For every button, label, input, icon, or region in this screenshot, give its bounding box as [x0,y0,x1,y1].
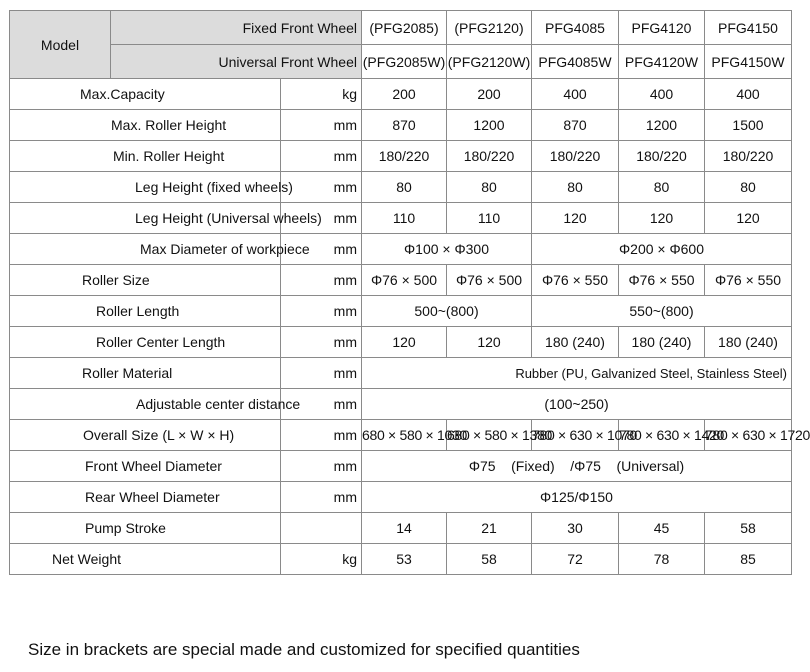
value-cell: Φ76 × 500 [362,265,447,296]
model-fixed-1: (PFG2085) [362,11,447,45]
value-cell: 53 [362,544,447,575]
value-cell: 180/220 [705,141,792,172]
value-cell: 780 × 630 × 1720 [705,420,792,451]
value-cell: 120 [619,203,705,234]
universal-front-wheel-label: Universal Front Wheel [111,45,362,79]
unit-label: mm [281,110,362,141]
param-label: Overall Size (L × W × H) [10,420,281,451]
value-cell: 780 × 630 × 1070 [532,420,619,451]
header-row-universal [10,45,792,79]
unit-label: mm [281,451,362,482]
value-cell: 80 [532,172,619,203]
row-overall-size [10,420,792,451]
value-cell: 21 [447,513,532,544]
value-cell: 180 (240) [619,327,705,358]
value-cell: 58 [447,544,532,575]
param-label: Roller Length [10,296,281,327]
row-net-weight [10,544,792,575]
model-universal-2: (PFG2120W) [447,45,532,79]
value-cell: Φ76 × 550 [705,265,792,296]
param-label: Adjustable center distance [10,389,281,420]
row-min-roller-height [10,141,792,172]
unit-label: mm [281,265,362,296]
unit-label: mm [281,234,362,265]
value-cell: 870 [532,110,619,141]
value-cell-merged: 500~(800) [362,296,532,327]
param-label: Net Weight [10,544,281,575]
unit-label: mm [281,203,362,234]
value-cell-merged: Φ100 × Φ300 [362,234,532,265]
row-roller-center-length [10,327,792,358]
value-cell-merged: Rubber (PU, Galvanized Steel, Stainless Steel) [362,358,792,389]
model-universal-5: PFG4150W [705,45,792,79]
model-fixed-3: PFG4085 [532,11,619,45]
value-cell: 45 [619,513,705,544]
value-cell: 870 [362,110,447,141]
row-front-wheel [10,451,792,482]
value-cell: Φ76 × 500 [447,265,532,296]
model-fixed-5: PFG4150 [705,11,792,45]
row-leg-height-fixed [10,172,792,203]
param-label: Rear Wheel Diameter [10,482,281,513]
value-cell: 200 [447,79,532,110]
value-cell: 180/220 [619,141,705,172]
value-cell: 400 [619,79,705,110]
value-cell: 30 [532,513,619,544]
value-cell: 78 [619,544,705,575]
param-label: Leg Height (fixed wheels) [10,172,281,203]
value-cell-merged: 550~(800) [532,296,792,327]
value-cell: 58 [705,513,792,544]
value-cell: 180/220 [362,141,447,172]
header-row-fixed [10,11,792,45]
fixed-front-wheel-label: Fixed Front Wheel [111,11,362,45]
model-fixed-2: (PFG2120) [447,11,532,45]
unit-label: mm [281,389,362,420]
value-cell: 680 × 580 × 1380 [447,420,532,451]
unit-label: mm [281,327,362,358]
unit-label: mm [281,482,362,513]
value-cell: 14 [362,513,447,544]
value-cell: 85 [705,544,792,575]
value-cell: 780 × 630 × 1420 [619,420,705,451]
param-label: Leg Height (Universal wheels) [10,203,281,234]
row-roller-size [10,265,792,296]
value-cell: 200 [362,79,447,110]
unit-label: mm [281,141,362,172]
value-cell: 80 [619,172,705,203]
model-label: Model [10,11,111,79]
value-cell: 80 [362,172,447,203]
footnote: Size in brackets are special made and customized for specified quantities [28,640,580,659]
value-cell: 1200 [619,110,705,141]
row-pump-stroke [10,513,792,544]
param-label: Roller Material [10,358,281,389]
row-leg-height-universal [10,203,792,234]
value-cell: 400 [705,79,792,110]
value-cell-merged: Φ200 × Φ600 [532,234,792,265]
value-cell: 80 [447,172,532,203]
unit-label: kg [281,79,362,110]
param-label: Roller Size [10,265,281,296]
param-label: Max. Roller Height [10,110,281,141]
unit-label [281,513,362,544]
value-cell: 110 [362,203,447,234]
value-cell: 1200 [447,110,532,141]
model-universal-4: PFG4120W [619,45,705,79]
param-label: Front Wheel Diameter [10,451,281,482]
value-cell-merged: (100~250) [362,389,792,420]
unit-label: mm [281,296,362,327]
value-cell: 400 [532,79,619,110]
value-cell-merged: Φ125/Φ150 [362,482,792,513]
spec-table [9,10,810,575]
row-max-capacity [10,79,792,110]
param-label: Max.Capacity [10,79,281,110]
value-cell: 180 (240) [532,327,619,358]
row-rear-wheel [10,482,792,513]
value-cell: 80 [705,172,792,203]
unit-label: kg [281,544,362,575]
value-cell: 120 [532,203,619,234]
param-label: Roller Center Length [10,327,281,358]
value-cell: Φ76 × 550 [532,265,619,296]
model-universal-3: PFG4085W [532,45,619,79]
unit-label: mm [281,358,362,389]
value-cell: 180/220 [447,141,532,172]
model-universal-1: (PFG2085W) [362,45,447,79]
row-max-diameter [10,234,792,265]
value-cell: 110 [447,203,532,234]
value-cell: 72 [532,544,619,575]
row-max-roller-height [10,110,792,141]
value-cell: 120 [362,327,447,358]
value-cell: 180/220 [532,141,619,172]
value-cell: 120 [447,327,532,358]
value-cell: 1500 [705,110,792,141]
value-cell: 180 (240) [705,327,792,358]
row-roller-length [10,296,792,327]
model-fixed-4: PFG4120 [619,11,705,45]
row-adjustable-center [10,389,792,420]
value-cell: Φ76 × 550 [619,265,705,296]
value-cell-merged: Φ75 (Fixed) /Φ75 (Universal) [362,451,792,482]
param-label: Pump Stroke [10,513,281,544]
param-label: Min. Roller Height [10,141,281,172]
unit-label: mm [281,420,362,451]
unit-label: mm [281,172,362,203]
value-cell: 120 [705,203,792,234]
row-roller-material [10,358,792,389]
value-cell: 680 × 580 × 1030 [362,420,447,451]
param-label: Max Diameter of workpiece [10,234,281,265]
